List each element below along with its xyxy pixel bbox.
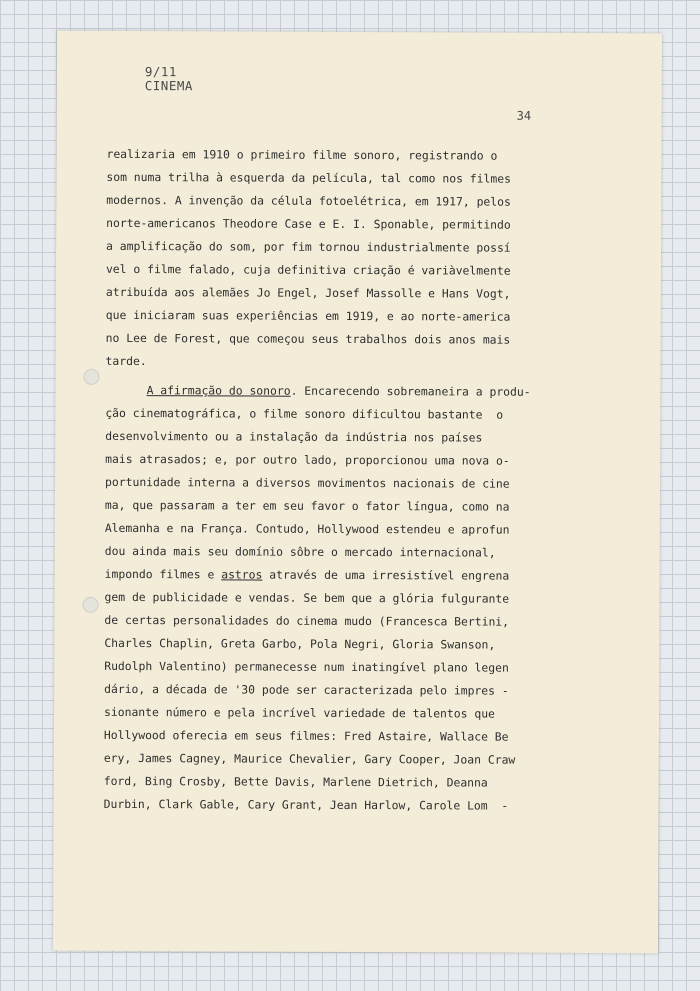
header-section: CINEMA (144, 78, 193, 94)
text-line: mais atrasados; e, por outro lado, proporcionou uma nova o- (105, 451, 510, 468)
text-line: tarde. (105, 353, 147, 369)
text-line: vel o filme falado, cuja definitiva criação é variàvelmente (105, 261, 511, 278)
text-line: de certas personalidades do cinema mudo (Francesca Bertini, (104, 612, 510, 629)
text-line: ma, que passaram a ter em seu favor o fator língua, como na (104, 497, 510, 514)
text-line: Charles Chaplin, Greta Garbo, Pola Negri, Gloria Swanson, (104, 635, 496, 652)
astros-line-end: através de uma irresistível engrena (262, 567, 510, 583)
section-heading: A afirmação do sonoro (146, 383, 291, 398)
punch-hole (83, 369, 99, 385)
text-line: sionante número e pela incrível variedade de talentos que (104, 704, 495, 721)
text-line: ery, James Cagney, Maurice Chevalier, Gary Cooper, Joan Craw (103, 750, 516, 767)
header-reference: 9/11 (144, 64, 177, 80)
text-line: Durbin, Clark Gable, Cary Grant, Jean Harlow, Carole Lom - (103, 796, 509, 813)
text-line: ção cinematográfica, o filme sonoro dificultou bastante o (105, 405, 504, 422)
astros-line-start: impondo filmes e (104, 566, 222, 582)
punch-hole (82, 597, 98, 613)
text-line: gem de publicidade e vendas. Se bem que a glória fulgurante (104, 589, 510, 606)
text-line: modernos. A invenção da célula fotoelétrica, em 1917, pelos (106, 192, 511, 209)
body-text (104, 143, 547, 818)
text-line: Hollywood oferecia em seus filmes: Fred Astaire, Wallace Be (103, 727, 509, 744)
section-heading-continuation: . Encarecendo sobremaneira a produ- (290, 383, 531, 399)
text-line: a amplificação do som, por fim tornou industrialmente possí (106, 238, 511, 255)
text-line: no Lee de Forest, que começou seus trabalhos dois anos mais (105, 330, 511, 347)
text-line: atribuída aos alemães Jo Engel, Josef Massolle e Hans Vogt, (105, 284, 511, 301)
page-header (145, 65, 193, 93)
document-page (53, 31, 662, 954)
text-line: som numa trilha à esquerda da película, tal como nos filmes (106, 169, 512, 186)
text-line: portunidade interna a diversos movimentos nacionais de cine (105, 474, 510, 491)
text-line (105, 563, 545, 588)
astros-word: astros (221, 567, 263, 582)
section-heading-line (105, 379, 545, 404)
text-line: dou ainda mais seu domínio sôbre o mercado internacional, (104, 543, 496, 560)
text-line: Rudolph Valentino) permanecesse num inatingível plano legen (104, 658, 509, 675)
page-number: 34 (516, 108, 532, 123)
text-line: realizaria em 1910 o primeiro filme sonoro, registrando o (106, 146, 498, 163)
text-line: que iniciaram suas experiências em 1919, e ao norte-america (105, 307, 511, 324)
text-line: desenvolvimento ou a instalação da indústria nos países (105, 428, 483, 445)
text-line: ford, Bing Crosby, Bette Davis, Marlene Dietrich, Deanna (103, 773, 488, 790)
text-line: dário, a década de '30 pode ser caracterizada pelo impres - (104, 681, 509, 698)
text-line: norte-americanos Theodore Case e E. I. Sponable, permitindo (106, 215, 511, 232)
text-line: Alemanha e na França. Contudo, Hollywood estendeu e aprofun (104, 520, 510, 537)
